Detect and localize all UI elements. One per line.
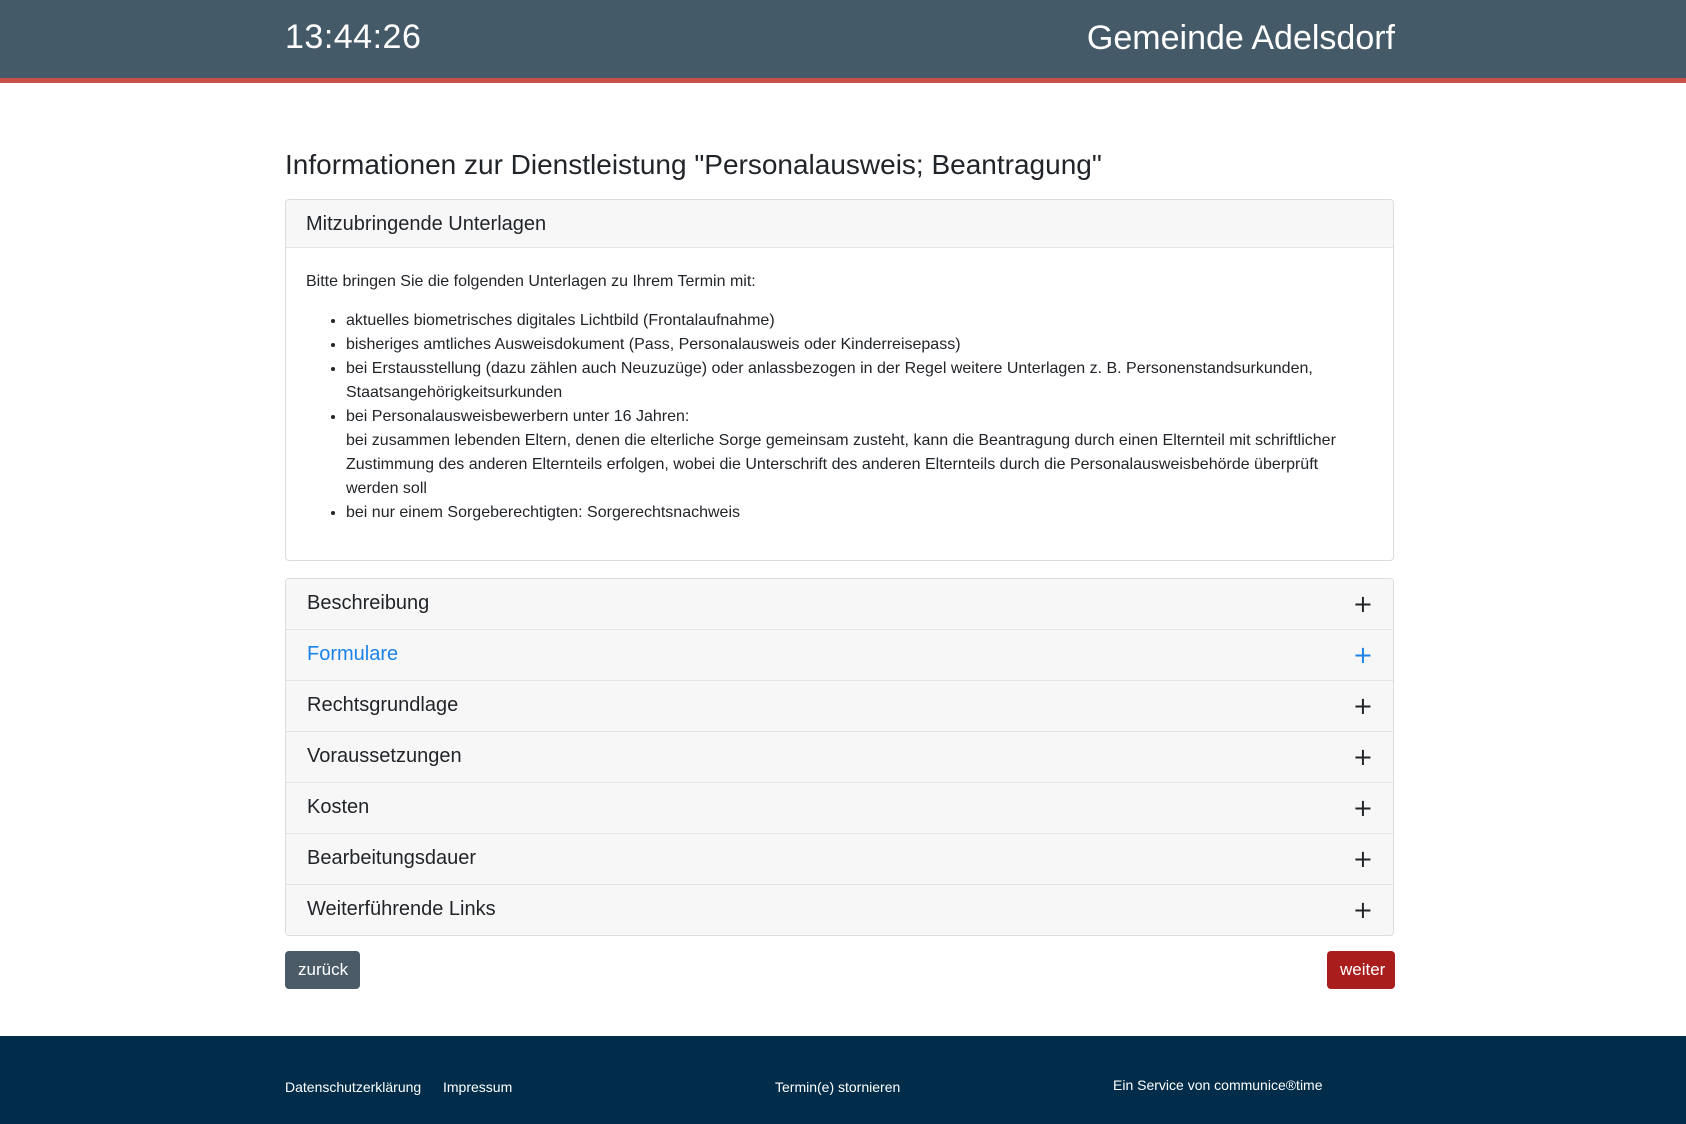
accordion-item-bearbeitungsdauer[interactable] — [286, 834, 1393, 885]
documents-card-body — [286, 248, 1393, 525]
clock: 13:44:26 — [285, 18, 422, 56]
plus-icon: + — [1352, 896, 1373, 924]
list-item — [346, 405, 1373, 501]
page-title: Informationen zur Dienstleistung "Personalausweis; Beantragung" — [285, 149, 1102, 180]
accordion-label: Beschreibung — [307, 592, 430, 614]
accordion-label: Rechtsgrundlage — [307, 694, 459, 716]
accordion-label: Kosten — [307, 796, 370, 818]
accordion-item-kosten[interactable] — [286, 783, 1393, 834]
documents-card — [285, 199, 1394, 561]
accordion-label: Voraussetzungen — [307, 745, 462, 767]
organization-name: Gemeinde Adelsdorf — [1086, 19, 1395, 57]
cancel-appointments-link[interactable]: Termin(e) stornieren — [775, 1079, 901, 1095]
accordion-item-weiterfuehrende-links[interactable] — [286, 885, 1393, 935]
documents-intro: Bitte bringen Sie die folgenden Unterlagen zu Ihrem Termin mit: — [306, 273, 756, 290]
accordion-item-beschreibung[interactable] — [286, 579, 1393, 630]
accordion-label: Bearbeitungsdauer — [307, 847, 477, 869]
privacy-link[interactable]: Datenschutzerklärung — [285, 1079, 422, 1095]
imprint-link[interactable]: Impressum — [443, 1079, 513, 1095]
accordion-label: Weiterführende Links — [307, 898, 496, 920]
documents-list — [306, 309, 1373, 525]
plus-icon: + — [1352, 794, 1373, 822]
info-accordion — [285, 578, 1394, 936]
top-header — [0, 0, 1686, 83]
list-item: • aktuelles biometrisches digitales Lichtbild (Frontalaufnahme) — [346, 309, 1373, 333]
list-item: • bisheriges amtliches Ausweisdokument (Pass, Personalausweis oder Kinderreisepass) — [346, 333, 1373, 357]
list-item: • bei nur einem Sorgeberechtigten: Sorgerechtsnachweis — [346, 501, 1373, 525]
accordion-item-formulare[interactable] — [286, 630, 1393, 681]
footer — [0, 1036, 1686, 1124]
accordion-label: Formulare — [307, 643, 399, 665]
plus-icon: + — [1352, 743, 1373, 771]
list-item-text: bei Personalausweisbewerbern unter 16 Jahren: — [346, 408, 690, 425]
accordion-item-rechtsgrundlage[interactable] — [286, 681, 1393, 732]
list-item-detail: bei zusammen lebenden Eltern, denen die elterliche Sorge gemeinsam zusteht, kann die Beantragung durch einen Elternteil mit schriftlicher Zustimmung des anderen Elternteils erfolgen, wobei die Unterschrift des anderen Elternteils durch die Personalausweisbehörde überprüft werden soll — [346, 432, 1336, 497]
plus-icon: + — [1352, 641, 1373, 669]
back-button[interactable]: zurück — [285, 951, 360, 989]
list-item: • bei Erstausstellung (dazu zählen auch Neuzuzüge) oder anlassbezogen in der Regel weitere Unterlagen z. B. Personenstandsurkunden, Staatsangehörigkeitsurkunden — [346, 357, 1373, 405]
accordion-item-voraussetzungen[interactable] — [286, 732, 1393, 783]
documents-card-heading: Mitzubringende Unterlagen — [286, 200, 1393, 248]
next-button[interactable]: weiter — [1327, 951, 1395, 989]
plus-icon: + — [1352, 845, 1373, 873]
plus-icon: + — [1352, 590, 1373, 618]
service-credit: Ein Service von communice®time — [1113, 1077, 1323, 1093]
plus-icon: + — [1352, 692, 1373, 720]
